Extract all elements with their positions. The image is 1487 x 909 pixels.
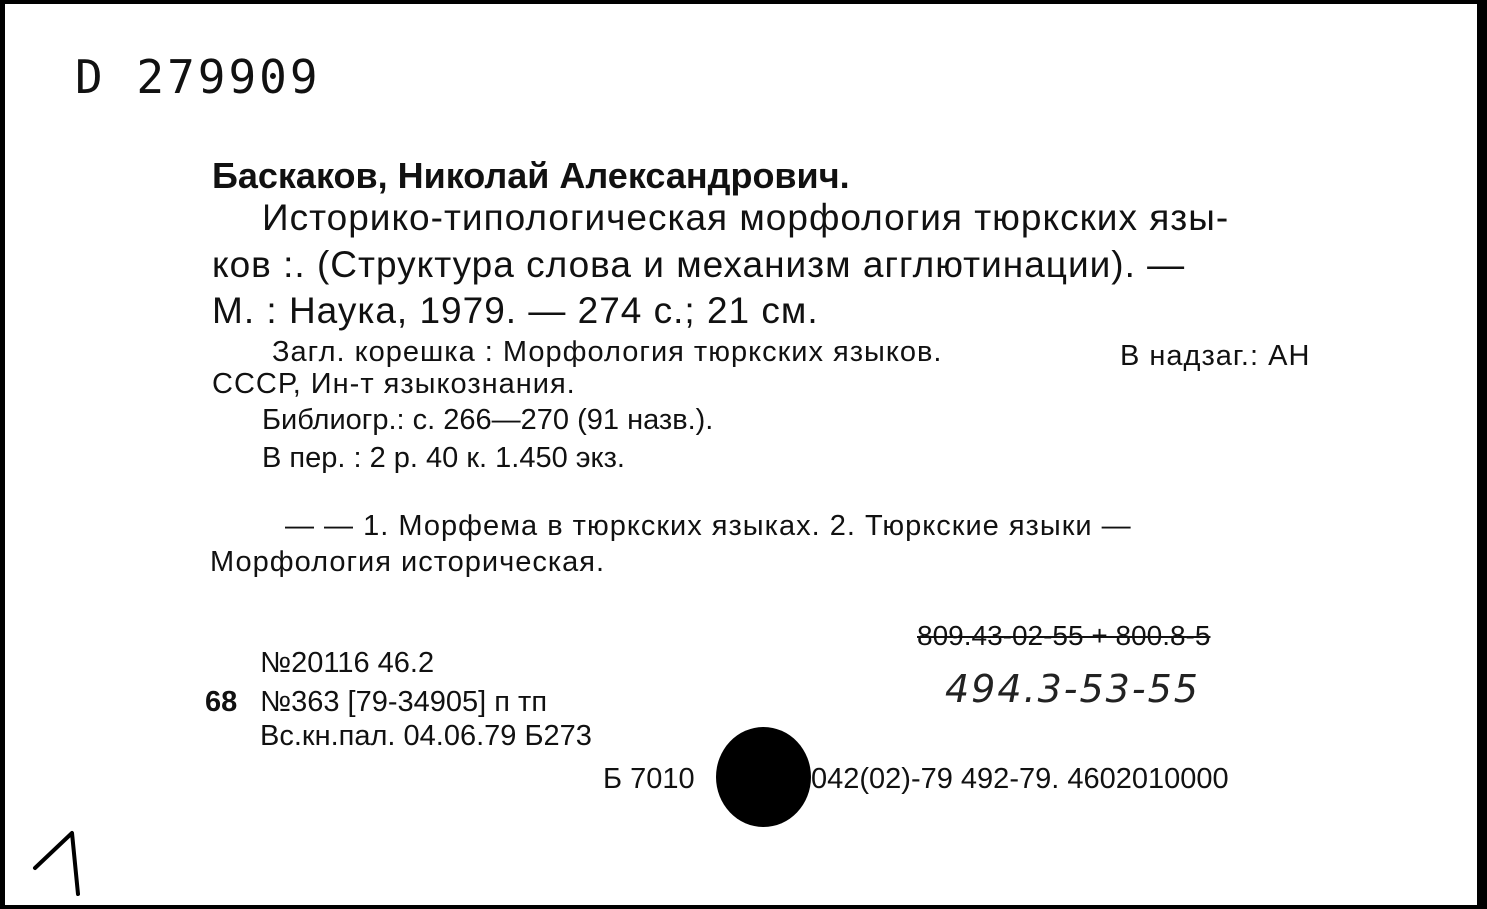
handwritten-mark	[30, 828, 90, 898]
catalog-info-line-1: №20116 46.2	[260, 647, 435, 679]
catalog-info-line-3: Вс.кн.пал. 04.06.79 Б273	[260, 720, 592, 752]
spine-title-note: Загл. корешка : Морфология тюркских языков.	[272, 336, 943, 368]
price-note: В пер. : 2 р. 40 к. 1.450 экз.	[262, 442, 625, 474]
author-name: Баскаков, Николай Александрович.	[212, 155, 850, 196]
punch-hole	[716, 727, 811, 827]
subjects-line-1: — — 1. Морфема в тюркских языках. 2. Тюркские языки —	[285, 510, 1132, 542]
title-line-1: Историко-типологическая морфология тюркских язы-	[262, 197, 1230, 238]
header-note: В надзаг.: АН	[1120, 340, 1311, 372]
catalog-code-left: Б 7010	[603, 763, 695, 795]
subjects-line-2: Морфология историческая.	[210, 546, 606, 578]
catalog-info-line-2: №363 [79-34905] п тп	[260, 686, 548, 718]
crossed-out-classification: 809.43-02-55 + 800.8-5	[917, 620, 1211, 651]
institution-note: СССР, Ин-т языкознания.	[212, 368, 576, 400]
accession-number: D 279909	[75, 50, 321, 104]
title-line-2: ков :. (Структура слова и механизм агглютинации). —	[212, 244, 1186, 285]
handwritten-classification: 494.3-53-55	[945, 667, 1200, 711]
catalog-info-prefix: 68	[205, 686, 238, 718]
title-line-3: М. : Наука, 1979. — 274 с.; 21 см.	[212, 290, 819, 331]
catalog-code-right: 042(02)-79 492-79. 4602010000	[811, 763, 1229, 795]
bibliography-note: Библиогр.: с. 266—270 (91 назв.).	[262, 404, 714, 436]
